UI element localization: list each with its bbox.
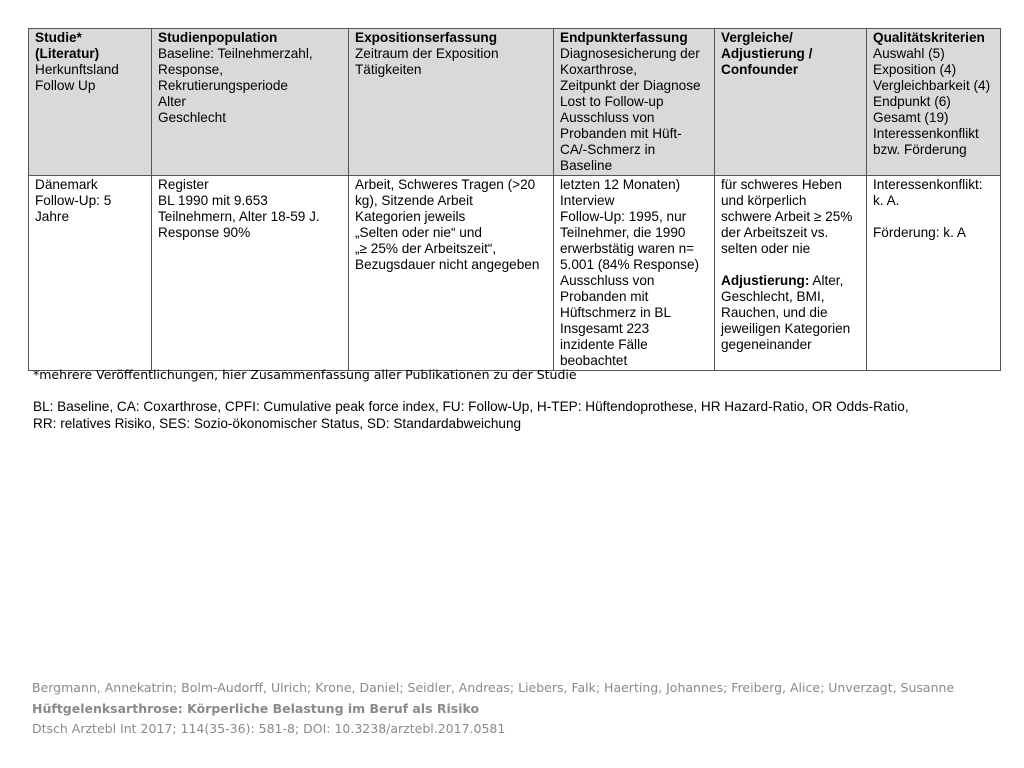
abbreviations-line-1: BL: Baseline, CA: Coxarthrose, CPFI: Cumulative peak force index, FU: Follow-Up, H-TEP: Hüftendoprothese, HR Hazard-Ratio, OR Odds-Ratio,	[33, 399, 909, 414]
header-line: Koxarthrose,	[560, 62, 638, 77]
header-line: bzw. Förderung	[873, 142, 967, 157]
cell-line: inzidente Fälle	[560, 337, 648, 352]
table-row	[29, 176, 1001, 371]
cell-line: selten oder nie	[721, 241, 811, 256]
cell-line: „≥ 25% der Arbeitszeit“,	[355, 241, 497, 256]
header-line: Gesamt (19)	[873, 110, 949, 125]
citation-title: Hüftgelenksarthrose: Körperliche Belastung im Beruf als Risiko	[32, 700, 480, 716]
cell-line: Interessenkonflikt:	[873, 177, 983, 192]
header-line: Vergleichbarkeit (4)	[873, 78, 991, 93]
header-qualitaetskriterien	[867, 29, 1001, 176]
study-table	[28, 28, 1001, 371]
header-bold-line: Endpunkterfassung	[560, 30, 688, 45]
header-line: Response,	[158, 62, 223, 77]
cell-quality	[867, 176, 1001, 371]
adjustment-label: Adjustierung:	[721, 273, 810, 288]
cell-line: für schweres Heben	[721, 177, 842, 192]
cell-line: Dänemark	[35, 177, 98, 192]
cell-line: Jahre	[35, 209, 70, 224]
header-line: Baseline: Teilnehmerzahl,	[158, 46, 313, 61]
cell-line: Response 90%	[158, 225, 251, 240]
header-line: Auswahl (5)	[873, 46, 945, 61]
cell-line: Register	[158, 177, 209, 192]
abbreviations-line-2: RR: relatives Risiko, SES: Sozio-ökonomischer Status, SD: Standardabweichung	[33, 416, 522, 431]
cell-line: Kategorien jeweils	[355, 209, 466, 224]
citation	[32, 678, 954, 740]
cell-line: beobachtet	[560, 353, 628, 368]
header-bold-line: Qualitätskriterien	[873, 30, 985, 45]
cell-population	[152, 176, 349, 371]
header-studienpopulation	[152, 29, 349, 176]
header-line: Alter	[158, 94, 186, 109]
header-line: CA/-Schmerz in	[560, 142, 656, 157]
citation-authors: Bergmann, Annekatrin; Bolm-Audorff, Ulrich; Krone, Daniel; Seidler, Andreas; Liebers, Falk; Haerting, Johannes; Freiberg, Alice; Unverzagt, Susanne	[32, 680, 955, 695]
header-line: Geschlecht	[158, 110, 227, 125]
funding-text: Förderung: k. A	[873, 225, 966, 240]
header-line: Tätigkeiten	[355, 62, 422, 77]
header-bold-line: (Literatur)	[35, 46, 100, 61]
header-line: Follow Up	[35, 78, 96, 93]
cell-line: Rauchen, und die	[721, 305, 828, 320]
header-bold-line: Confounder	[721, 62, 799, 77]
comparison-text	[721, 177, 860, 257]
header-line: Ausschluss von	[560, 110, 655, 125]
header-bold-line: Studie*	[35, 30, 82, 45]
cell-line: k. A.	[873, 193, 900, 208]
cell-line: erwerbstätig waren n=	[560, 241, 695, 256]
cell-line: Teilnehmer, die 1990	[560, 225, 686, 240]
header-line: Probanden mit Hüft-	[560, 126, 682, 141]
cell-line: Teilnehmern, Alter 18-59 J.	[158, 209, 320, 224]
cell-line: Follow-Up: 1995, nur	[560, 209, 687, 224]
header-line: Baseline	[560, 158, 613, 173]
cell-line: Ausschluss von	[560, 273, 655, 288]
header-bold-line: Adjustierung /	[721, 46, 813, 61]
cell-line: Hüftschmerz in BL	[560, 305, 672, 320]
cell-line: Probanden mit	[560, 289, 649, 304]
cell-line: und körperlich	[721, 193, 807, 208]
adjustment-first: Alter,	[809, 273, 844, 288]
cell-line: Follow-Up: 5	[35, 193, 112, 208]
header-bold-line: Expositionserfassung	[355, 30, 498, 45]
cell-line: Bezugsdauer nicht angegeben	[355, 257, 540, 272]
abbreviations	[33, 398, 993, 432]
cell-line: Geschlecht, BMI,	[721, 289, 825, 304]
cell-line: schwere Arbeit ≥ 25%	[721, 209, 853, 224]
cell-line: jeweiligen Kategorien	[721, 321, 851, 336]
conflict-text	[873, 177, 994, 209]
footnote: *mehrere Veröffentlichungen, hier Zusammenfassung aller Publikationen zu der Studie	[33, 367, 577, 382]
header-vergleiche	[715, 29, 867, 176]
header-endpunkterfassung	[554, 29, 715, 176]
header-bold-line: Vergleiche/	[721, 30, 793, 45]
header-line: Rekrutierungsperiode	[158, 78, 288, 93]
cell-line: der Arbeitszeit vs.	[721, 225, 829, 240]
cell-study	[29, 176, 152, 371]
adjustment-text	[721, 289, 860, 353]
table-header-row	[29, 29, 1001, 176]
cell-exposure	[349, 176, 554, 371]
header-studie	[29, 29, 152, 176]
header-line: Herkunftsland	[35, 62, 119, 77]
header-line: Exposition (4)	[873, 62, 957, 77]
header-line: Interessenkonflikt	[873, 126, 979, 141]
cell-line: kg), Sitzende Arbeit	[355, 193, 473, 208]
header-line: Zeitpunkt der Diagnose	[560, 78, 701, 93]
header-line: Zeitraum der Exposition	[355, 46, 499, 61]
header-expositionserfassung	[349, 29, 554, 176]
cell-line: Arbeit, Schweres Tragen (>20	[355, 177, 536, 192]
cell-line: „Selten oder nie“ und	[355, 225, 482, 240]
cell-line: letzten 12 Monaten)	[560, 177, 681, 192]
header-bold-line: Studienpopulation	[158, 30, 278, 45]
cell-line: Interview	[560, 193, 615, 208]
header-line: Lost to Follow-up	[560, 94, 664, 109]
cell-line: BL 1990 mit 9.653	[158, 193, 268, 208]
cell-comparison	[715, 176, 867, 371]
cell-line: gegeneinander	[721, 337, 812, 352]
cell-line: 5.001 (84% Response)	[560, 257, 700, 272]
header-line: Endpunkt (6)	[873, 94, 951, 109]
citation-journal: Dtsch Arztebl Int 2017; 114(35-36): 581-8; DOI: 10.3238/arztebl.2017.0581	[32, 721, 506, 736]
header-line: Diagnosesicherung der	[560, 46, 700, 61]
cell-endpoint	[554, 176, 715, 371]
cell-line: Insgesamt 223	[560, 321, 650, 336]
